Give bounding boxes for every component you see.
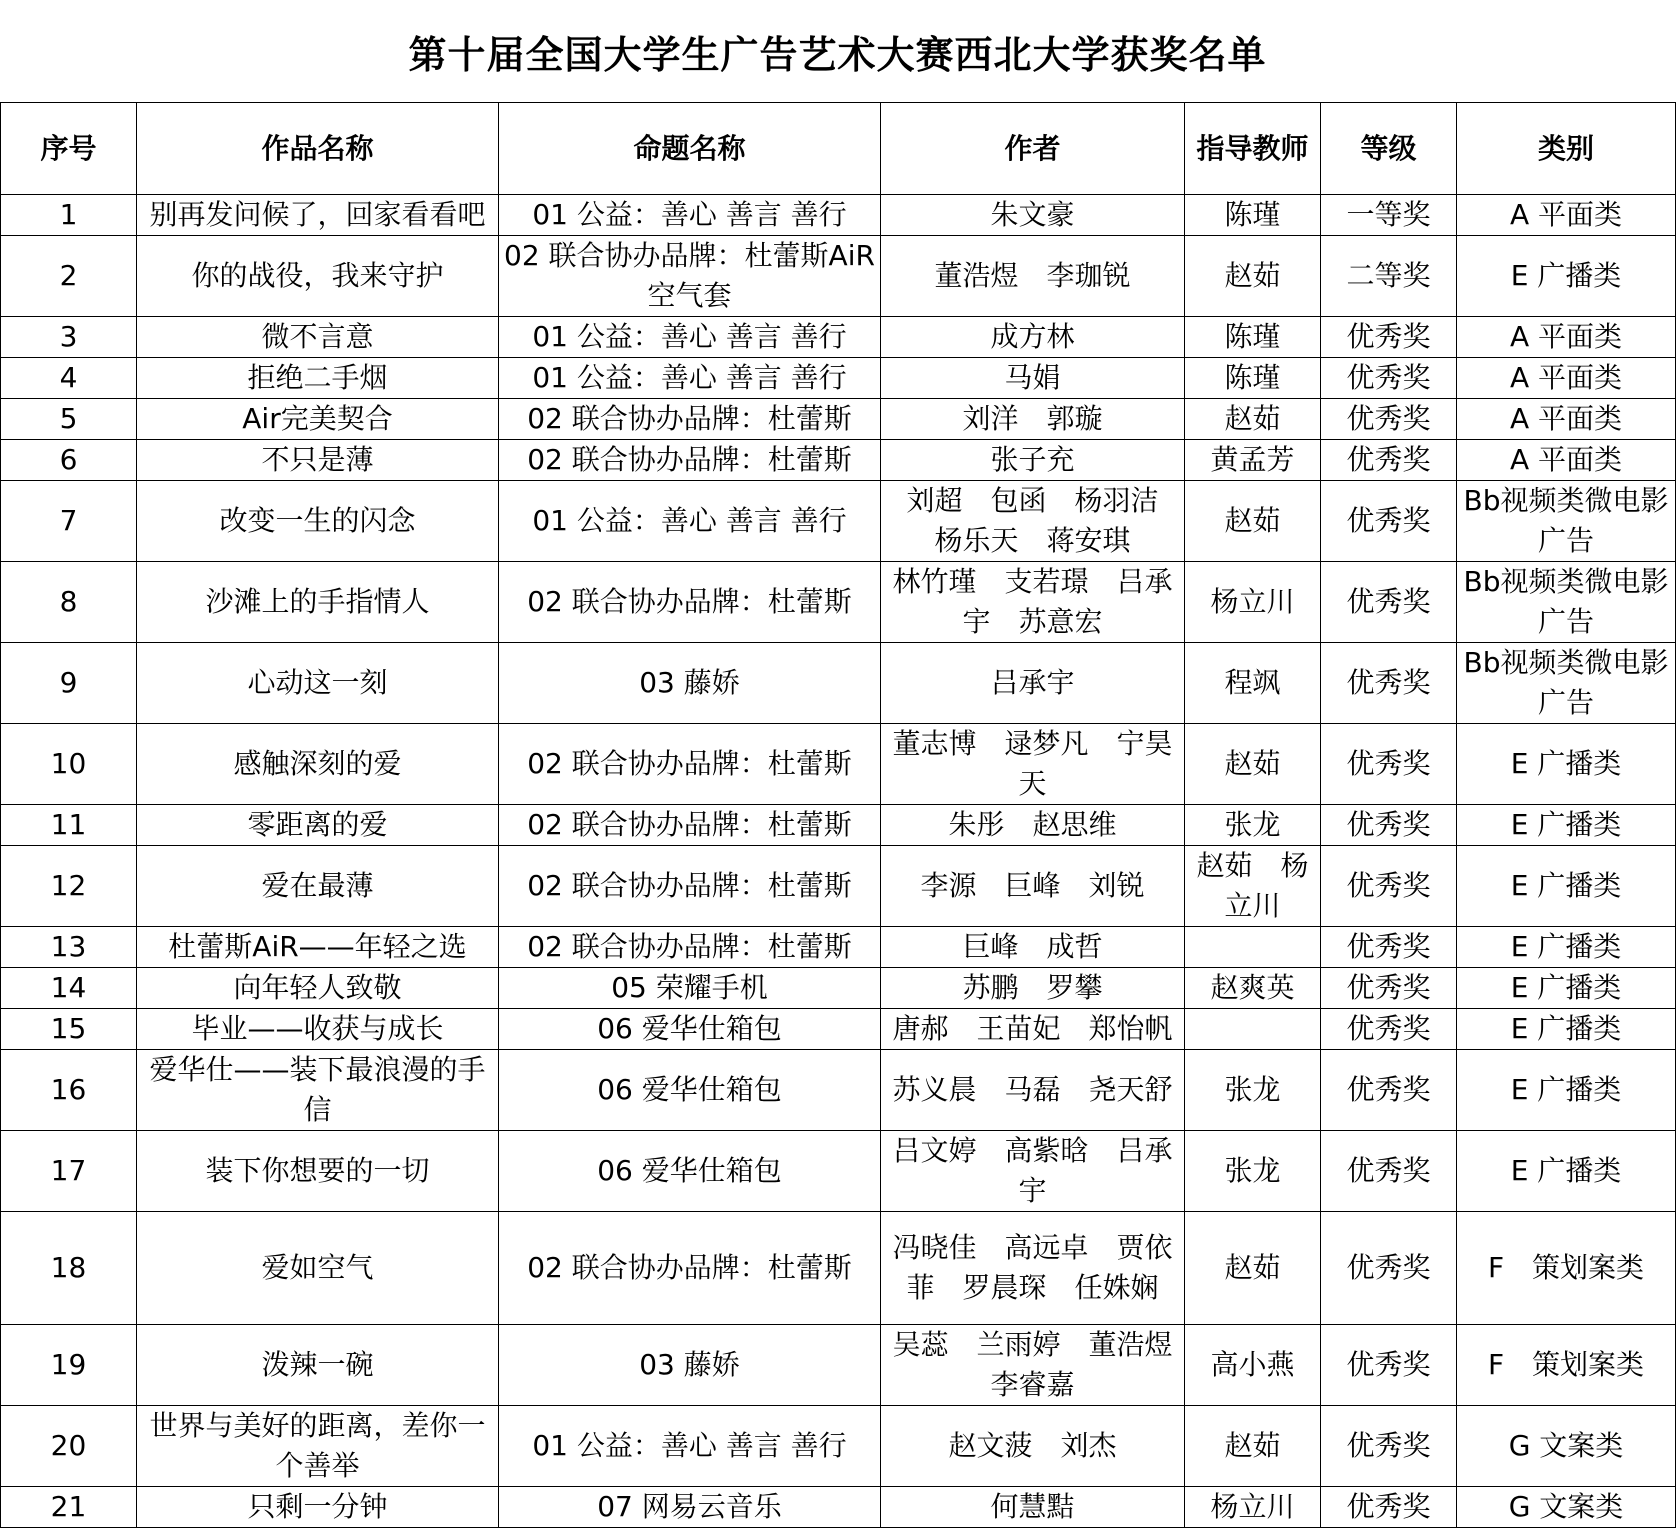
table-row	[1, 1009, 1676, 1050]
cell-topic: 06 爱华仕箱包	[499, 1050, 881, 1131]
table-row	[1, 1406, 1676, 1487]
cell-level: 优秀奖	[1321, 805, 1457, 846]
cell-teacher: 黄孟芳	[1185, 440, 1321, 481]
cell-no: 12	[1, 846, 137, 927]
cell-authors: 李源 巨峰 刘锐	[881, 846, 1185, 927]
table-row	[1, 805, 1676, 846]
cell-topic: 02 联合协办品牌：杜蕾斯	[499, 1212, 881, 1325]
cell-topic: 01 公益：善心 善言 善行	[499, 195, 881, 236]
cell-topic: 02 联合协办品牌：杜蕾斯	[499, 724, 881, 805]
cell-level: 优秀奖	[1321, 1212, 1457, 1325]
cell-work: 泼辣一碗	[137, 1325, 499, 1406]
cell-work: 爱在最薄	[137, 846, 499, 927]
cell-category: E 广播类	[1457, 846, 1676, 927]
header-level: 等级	[1321, 103, 1457, 195]
cell-authors: 吴蕊 兰雨婷 董浩煜 李睿嘉	[881, 1325, 1185, 1406]
cell-authors: 冯晓佳 高远卓 贾依菲 罗晨琛 任姝娴	[881, 1212, 1185, 1325]
header-row	[1, 103, 1676, 195]
cell-level: 优秀奖	[1321, 1050, 1457, 1131]
cell-topic: 06 爱华仕箱包	[499, 1009, 881, 1050]
cell-category: A 平面类	[1457, 195, 1676, 236]
cell-teacher: 张龙	[1185, 1050, 1321, 1131]
table-row	[1, 1050, 1676, 1131]
cell-topic: 01 公益：善心 善言 善行	[499, 1406, 881, 1487]
cell-work: 改变一生的闪念	[137, 481, 499, 562]
cell-authors: 何慧黠	[881, 1487, 1185, 1528]
cell-level: 优秀奖	[1321, 481, 1457, 562]
cell-topic: 01 公益：善心 善言 善行	[499, 481, 881, 562]
header-work: 作品名称	[137, 103, 499, 195]
header-no: 序号	[1, 103, 137, 195]
cell-teacher: 赵茹	[1185, 236, 1321, 317]
cell-teacher: 高小燕	[1185, 1325, 1321, 1406]
cell-category: F 策划案类	[1457, 1212, 1676, 1325]
cell-level: 一等奖	[1321, 195, 1457, 236]
cell-teacher: 赵茹 杨立川	[1185, 846, 1321, 927]
cell-teacher	[1185, 1009, 1321, 1050]
cell-level: 优秀奖	[1321, 358, 1457, 399]
cell-level: 优秀奖	[1321, 927, 1457, 968]
cell-no: 8	[1, 562, 137, 643]
cell-topic: 02 联合协办品牌：杜蕾斯	[499, 805, 881, 846]
cell-category: A 平面类	[1457, 399, 1676, 440]
cell-no: 6	[1, 440, 137, 481]
cell-level: 优秀奖	[1321, 724, 1457, 805]
cell-teacher: 杨立川	[1185, 1487, 1321, 1528]
cell-category: G 文案类	[1457, 1406, 1676, 1487]
table-row	[1, 724, 1676, 805]
table-row	[1, 440, 1676, 481]
cell-level: 优秀奖	[1321, 1406, 1457, 1487]
cell-category: E 广播类	[1457, 805, 1676, 846]
cell-topic: 07 网易云音乐	[499, 1487, 881, 1528]
cell-category: E 广播类	[1457, 927, 1676, 968]
cell-work: 世界与美好的距离，差你一个善举	[137, 1406, 499, 1487]
table-row	[1, 195, 1676, 236]
cell-authors: 巨峰 成哲	[881, 927, 1185, 968]
cell-work: 零距离的爱	[137, 805, 499, 846]
cell-authors: 赵文菠 刘杰	[881, 1406, 1185, 1487]
cell-teacher: 赵茹	[1185, 1406, 1321, 1487]
cell-teacher: 张龙	[1185, 805, 1321, 846]
cell-no: 19	[1, 1325, 137, 1406]
cell-authors: 吕文婷 高紫晗 吕承宇	[881, 1131, 1185, 1212]
cell-topic: 03 藤娇	[499, 643, 881, 724]
table-row	[1, 1212, 1676, 1325]
cell-level: 优秀奖	[1321, 643, 1457, 724]
cell-category: A 平面类	[1457, 358, 1676, 399]
cell-work: 心动这一刻	[137, 643, 499, 724]
cell-work: 爱如空气	[137, 1212, 499, 1325]
cell-work: 拒绝二手烟	[137, 358, 499, 399]
cell-work: 向年轻人致敬	[137, 968, 499, 1009]
cell-no: 13	[1, 927, 137, 968]
table-row	[1, 317, 1676, 358]
cell-no: 3	[1, 317, 137, 358]
cell-teacher: 赵茹	[1185, 1212, 1321, 1325]
cell-topic: 02 联合协办品牌：杜蕾斯AiR空气套	[499, 236, 881, 317]
cell-level: 优秀奖	[1321, 1009, 1457, 1050]
cell-authors: 董浩煜 李珈锐	[881, 236, 1185, 317]
table-row	[1, 562, 1676, 643]
header-category: 类别	[1457, 103, 1676, 195]
cell-topic: 05 荣耀手机	[499, 968, 881, 1009]
table-row	[1, 399, 1676, 440]
cell-no: 15	[1, 1009, 137, 1050]
cell-authors: 吕承宇	[881, 643, 1185, 724]
cell-no: 5	[1, 399, 137, 440]
cell-no: 4	[1, 358, 137, 399]
cell-level: 优秀奖	[1321, 1325, 1457, 1406]
cell-level: 二等奖	[1321, 236, 1457, 317]
cell-level: 优秀奖	[1321, 317, 1457, 358]
cell-no: 21	[1, 1487, 137, 1528]
cell-category: E 广播类	[1457, 968, 1676, 1009]
cell-authors: 朱彤 赵思维	[881, 805, 1185, 846]
cell-teacher: 赵茹	[1185, 724, 1321, 805]
cell-no: 20	[1, 1406, 137, 1487]
cell-level: 优秀奖	[1321, 1131, 1457, 1212]
cell-teacher: 程飒	[1185, 643, 1321, 724]
cell-category: Bb视频类微电影广告	[1457, 481, 1676, 562]
cell-authors: 苏义晨 马磊 尧天舒	[881, 1050, 1185, 1131]
cell-category: Bb视频类微电影广告	[1457, 643, 1676, 724]
table-row	[1, 236, 1676, 317]
cell-authors: 张子充	[881, 440, 1185, 481]
cell-work: 只剩一分钟	[137, 1487, 499, 1528]
cell-topic: 03 藤娇	[499, 1325, 881, 1406]
cell-category: A 平面类	[1457, 317, 1676, 358]
cell-topic: 06 爱华仕箱包	[499, 1131, 881, 1212]
cell-authors: 林竹瑾 支若璟 吕承宇 苏意宏	[881, 562, 1185, 643]
cell-authors: 刘洋 郭璇	[881, 399, 1185, 440]
cell-level: 优秀奖	[1321, 562, 1457, 643]
cell-teacher: 陈瑾	[1185, 358, 1321, 399]
cell-topic: 02 联合协办品牌：杜蕾斯	[499, 846, 881, 927]
cell-no: 9	[1, 643, 137, 724]
cell-topic: 02 联合协办品牌：杜蕾斯	[499, 562, 881, 643]
cell-no: 11	[1, 805, 137, 846]
cell-category: G 文案类	[1457, 1487, 1676, 1528]
table-row	[1, 1131, 1676, 1212]
header-topic: 命题名称	[499, 103, 881, 195]
cell-work: 沙滩上的手指情人	[137, 562, 499, 643]
header-teacher: 指导教师	[1185, 103, 1321, 195]
cell-authors: 成方林	[881, 317, 1185, 358]
table-row	[1, 643, 1676, 724]
cell-work: 毕业——收获与成长	[137, 1009, 499, 1050]
cell-authors: 刘超 包函 杨羽洁 杨乐天 蒋安琪	[881, 481, 1185, 562]
cell-no: 16	[1, 1050, 137, 1131]
cell-work: 不只是薄	[137, 440, 499, 481]
cell-work: 微不言意	[137, 317, 499, 358]
cell-teacher: 赵爽英	[1185, 968, 1321, 1009]
cell-work: Air完美契合	[137, 399, 499, 440]
cell-level: 优秀奖	[1321, 1487, 1457, 1528]
cell-category: F 策划案类	[1457, 1325, 1676, 1406]
table-row	[1, 846, 1676, 927]
cell-work: 别再发问候了，回家看看吧	[137, 195, 499, 236]
page-title: 第十届全国大学生广告艺术大赛西北大学获奖名单	[408, 32, 1267, 77]
header-authors: 作者	[881, 103, 1185, 195]
cell-level: 优秀奖	[1321, 846, 1457, 927]
cell-no: 10	[1, 724, 137, 805]
cell-authors: 苏鹏 罗攀	[881, 968, 1185, 1009]
cell-category: A 平面类	[1457, 440, 1676, 481]
cell-work: 装下你想要的一切	[137, 1131, 499, 1212]
cell-authors: 董志博 逯梦凡 宁昊天	[881, 724, 1185, 805]
table-row	[1, 927, 1676, 968]
cell-topic: 01 公益：善心 善言 善行	[499, 317, 881, 358]
cell-category: E 广播类	[1457, 724, 1676, 805]
cell-teacher: 赵茹	[1185, 399, 1321, 440]
cell-no: 17	[1, 1131, 137, 1212]
cell-level: 优秀奖	[1321, 440, 1457, 481]
cell-work: 杜蕾斯AiR——年轻之选	[137, 927, 499, 968]
table-row	[1, 1487, 1676, 1528]
cell-work: 你的战役，我来守护	[137, 236, 499, 317]
cell-level: 优秀奖	[1321, 399, 1457, 440]
cell-teacher	[1185, 927, 1321, 968]
cell-no: 1	[1, 195, 137, 236]
cell-teacher: 张龙	[1185, 1131, 1321, 1212]
cell-topic: 02 联合协办品牌：杜蕾斯	[499, 399, 881, 440]
cell-authors: 唐郝 王苗妃 郑怡帆	[881, 1009, 1185, 1050]
cell-no: 2	[1, 236, 137, 317]
cell-topic: 01 公益：善心 善言 善行	[499, 358, 881, 399]
cell-level: 优秀奖	[1321, 968, 1457, 1009]
cell-no: 7	[1, 481, 137, 562]
cell-teacher: 杨立川	[1185, 562, 1321, 643]
cell-authors: 马娟	[881, 358, 1185, 399]
table-row	[1, 968, 1676, 1009]
cell-no: 14	[1, 968, 137, 1009]
cell-category: E 广播类	[1457, 236, 1676, 317]
awards-table	[0, 102, 1676, 1528]
cell-work: 爱华仕——装下最浪漫的手信	[137, 1050, 499, 1131]
table-row	[1, 358, 1676, 399]
table-row	[1, 1325, 1676, 1406]
cell-teacher: 赵茹	[1185, 481, 1321, 562]
cell-topic: 02 联合协办品牌：杜蕾斯	[499, 440, 881, 481]
cell-category: Bb视频类微电影广告	[1457, 562, 1676, 643]
cell-teacher: 陈瑾	[1185, 317, 1321, 358]
cell-topic: 02 联合协办品牌：杜蕾斯	[499, 927, 881, 968]
cell-work: 感触深刻的爱	[137, 724, 499, 805]
cell-category: E 广播类	[1457, 1050, 1676, 1131]
cell-category: E 广播类	[1457, 1009, 1676, 1050]
cell-no: 18	[1, 1212, 137, 1325]
cell-teacher: 陈瑾	[1185, 195, 1321, 236]
cell-authors: 朱文豪	[881, 195, 1185, 236]
table-row	[1, 481, 1676, 562]
cell-category: E 广播类	[1457, 1131, 1676, 1212]
